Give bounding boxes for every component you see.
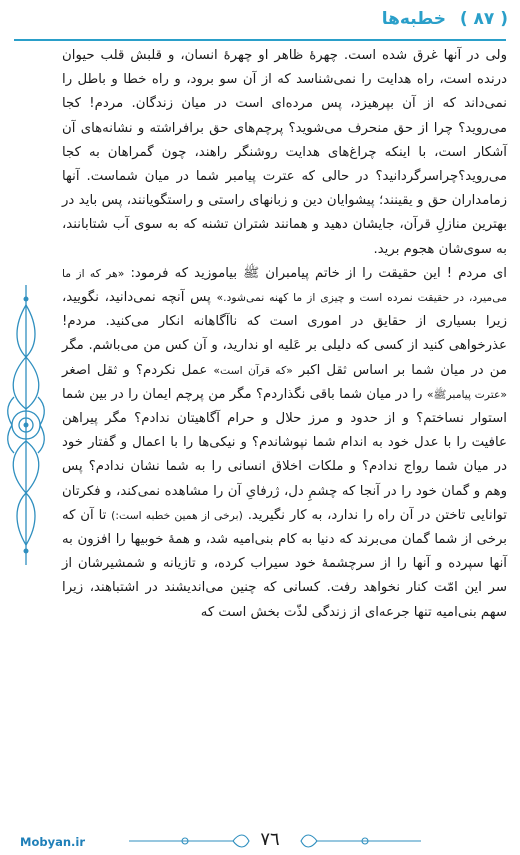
- paragraph-2: [62, 262, 507, 625]
- paragraph-2-part-d: را در میان شما باقی نگذاردم؟ مگر من پرچم ایمان را در بین شما استوار نساختم؟ و از حدود و مرز حلال و حرام آگاهیتان ندادم؟ مگر پیراهن عافیت را با عدل خود به اندام شما نپوشاندم؟ و نیکی‌ها را با اعمال و گفتار خود در میان شما رواج ندادم؟ و ملکات اخلاق انسانی را به شما نشان ندادم؟ پس وهم و گمان خود را در آنجا که چشمِ دل، ژرفایِ آن را مشاهده نمی‌کند، و فکرتان توانایی تاختن در آن راه را ندارد، به کار نگیرید.: [62, 386, 507, 523]
- page-body: [62, 44, 507, 625]
- site-logo: Mobyan.ir: [20, 835, 86, 849]
- header-rule: [14, 39, 506, 41]
- chapter-title: خطبه‌ها: [381, 9, 446, 29]
- quran-note: «که قرآن است»: [213, 363, 293, 377]
- page-number: ٧٦: [260, 829, 280, 850]
- paragraph-2-part-e: تا آن که برخی از شما گمان می‌برند که دنیا به کام بنی‌امیه شد، و همهٔ خوبیها را افزون به آنها سپرده و آنها را از سرچشمهٔ خود سیراب کرده، و تازیانه و شمشیرشان از سر این امّت کنار نخواهد رفت. کسانی که چنین می‌اندیشند در اشتباهند، زیرا سهم بنی‌امیه تنها جرعه‌ای از زندگی لذّت بخش است که: [62, 507, 507, 620]
- paragraph-2-part-c: عمل نکردم؟ و ثقل اصغر: [62, 362, 214, 378]
- sermon-part-note: (برخی از همین خطبه است:): [111, 508, 243, 522]
- page-header: [0, 0, 520, 44]
- paragraph-2-part-a: ای مردم ! این حقیقت را از خاتم پیامبران ﷺ بیاموزید که فرمود:: [124, 265, 507, 281]
- page-footer: [0, 816, 520, 855]
- margin-ornament-icon: [2, 285, 50, 565]
- itrat-note: «عترت پیامبرﷺ»: [426, 387, 508, 401]
- hadith-quote: «هر که از ما می‌میرد، در حقیقت نمرده است و چیزی از ما کهنه نمی‌شود.»: [62, 266, 507, 305]
- section-number: ( ٨٧ ): [459, 9, 508, 29]
- paragraph-1: ولی در آنها غرق شده است. چهرهٔ ظاهر او چهرهٔ انسان، و قلبش قلب حیوان درنده است، راه هدایت را نمی‌شناسد که از آن سو برود، و راه خطا و باطل را نمی‌داند که از آن بپرهیزد، پس مرده‌ای است در میان زندگان. مردم! کجا می‌روید؟ چرا از حق منحرف می‌شوید؟ پرچم‌های حق برافراشته و نشانه‌های آن آشکار است، با اینکه چراغ‌های هدایت روشنگر راهند، چون گمراهان به کجا می‌روید؟چراسرگردانید؟ در حالی که عترت پیامبر شما در میان شماست. آنها زمامداران حق و یقینند؛ پیشوایان دین و زبانهای راستی و راستگویانند، پس باید در بهترین منازلِ قرآن، جایشان دهید و همانند شتران تشنه که به سوی آب شتابانند، به سوی‌شان هجوم برید.: [62, 48, 507, 257]
- paragraph-2-part-b: پس آنچه نمی‌دانید، نگویید، زیرا بسیاری از حقایق در اموری است که ناآگاهانه انکار می‌کنید. مردم! عذرخواهی کنید از کسی که دلیلی بر عَلیه او ندارید، و آن کس من می‌باشم. مگر من در میان شما بر اساس ثقل اکبر: [62, 290, 507, 378]
